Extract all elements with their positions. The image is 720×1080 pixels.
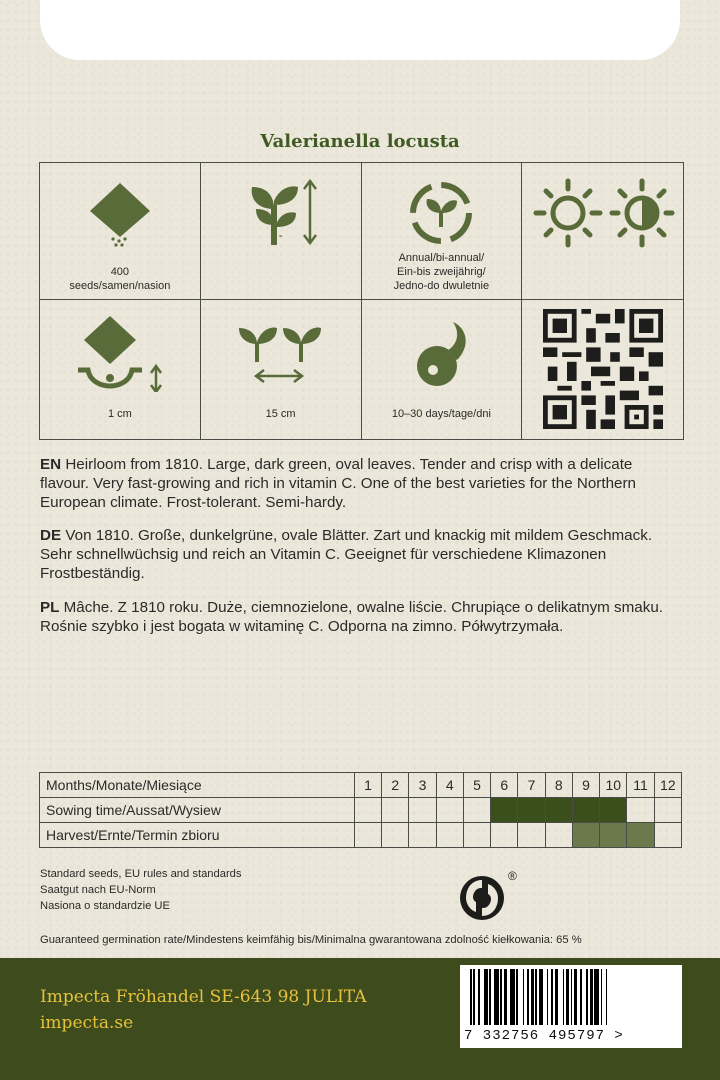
- month-5: 5: [463, 773, 490, 798]
- sowing-month-cell: [518, 798, 545, 823]
- species-title: Valerianella locusta: [260, 131, 460, 152]
- month-12: 12: [654, 773, 681, 798]
- harvest-month-cell: [572, 823, 599, 848]
- harvest-month-cell: [354, 823, 381, 848]
- plant-spacing-icon: [231, 312, 331, 392]
- sowing-month-cell: [627, 798, 654, 823]
- germination-days-icon: [401, 312, 481, 392]
- harvest-label: Harvest/Ernte/Termin zbioru: [40, 823, 355, 848]
- harvest-month-cell: [491, 823, 518, 848]
- month-4: 4: [436, 773, 463, 798]
- month-8: 8: [545, 773, 572, 798]
- plant-spacing-cell: [201, 300, 362, 439]
- month-1: 1: [354, 773, 381, 798]
- registered-mark: ®: [508, 869, 517, 883]
- lang-code-en: EN: [40, 456, 62, 473]
- company-website[interactable]: impecta.se: [40, 1013, 134, 1033]
- icon-grid: [39, 162, 684, 440]
- standards-line: Saatgut nach EU-Norm: [40, 884, 156, 896]
- life-cycle-label: Annual/bi-annual/ Ein-bis zweijährig/ Jedno-do dwuletnie: [393, 252, 490, 292]
- qr-cell: [522, 300, 683, 439]
- sowing-row: [40, 798, 682, 823]
- plant-height-label: -: [278, 230, 283, 242]
- life-cycle-cell: [362, 163, 523, 300]
- green-dot-recycling-icon: [458, 868, 522, 924]
- harvest-month-cell: [409, 823, 436, 848]
- barcode: [460, 965, 682, 1048]
- company-address: Impecta Fröhandel SE-643 98 JULITA: [40, 987, 367, 1007]
- barcode-bars: [470, 969, 670, 1025]
- description-de-text: Von 1810. Große, dunkelgrüne, ovale Blätter. Zart und knackig mit mildem Geschmack. Sehr schnellwüchsig und reich an Vitamin C. Geeignet für verschiedene Klimazonen Frostbeständig.: [40, 527, 653, 582]
- description-pl: [40, 598, 680, 636]
- description-en: [40, 455, 680, 512]
- harvest-month-cell: [627, 823, 654, 848]
- plant-spacing-label: 15 cm: [265, 408, 296, 420]
- sowing-month-cell: [545, 798, 572, 823]
- description-de: [40, 526, 680, 583]
- month-11: 11: [627, 773, 654, 798]
- sowing-depth-icon: [70, 312, 170, 392]
- seed-packet-icon: [80, 175, 160, 249]
- germination-rate: Guaranteed germination rate/Mindestens keimfähig bis/Minimalna gwarantowana zdolność kiełkowania: 65 %: [40, 934, 582, 946]
- month-2: 2: [382, 773, 409, 798]
- month-9: 9: [572, 773, 599, 798]
- sowing-month-cell: [436, 798, 463, 823]
- standards-line: Standard seeds, EU rules and standards: [40, 868, 242, 880]
- hang-hole: [40, 0, 680, 60]
- qr-code-icon[interactable]: [543, 309, 663, 429]
- description-en-text: Heirloom from 1810. Large, dark green, oval leaves. Tender and crisp with a delicate flavour. Very fast-growing and rich in vitamin C. One of the best varieties for the Northern European climate. Frost-tolerant. Semi-hardy.: [40, 456, 636, 511]
- standards-line: Nasiona o standardzie UE: [40, 900, 170, 912]
- sowing-depth-cell: [40, 300, 201, 439]
- germination-label: 10–30 days/tage/dni: [391, 408, 491, 420]
- sun-cell: [522, 163, 683, 300]
- sowing-month-cell: [382, 798, 409, 823]
- sowing-depth-label: 1 cm: [107, 408, 132, 420]
- months-header: Months/Monate/Miesiące: [40, 773, 355, 798]
- month-3: 3: [409, 773, 436, 798]
- sun-partial-shade-icon: [528, 175, 678, 249]
- standards-text: [40, 866, 242, 914]
- sowing-month-cell: [491, 798, 518, 823]
- lang-code-pl: PL: [40, 599, 60, 616]
- harvest-month-cell: [518, 823, 545, 848]
- harvest-row: [40, 823, 682, 848]
- sowing-month-cell: [409, 798, 436, 823]
- sowing-month-cell: [463, 798, 490, 823]
- barcode-number: 7 332756 495797 >: [464, 1028, 624, 1044]
- calendar-header-row: [40, 773, 682, 798]
- harvest-month-cell: [463, 823, 490, 848]
- month-10: 10: [600, 773, 627, 798]
- seed-count-cell: [40, 163, 201, 300]
- harvest-month-cell: [600, 823, 627, 848]
- month-6: 6: [491, 773, 518, 798]
- month-7: 7: [518, 773, 545, 798]
- seed-count-label: 400 seeds/samen/nasion: [69, 266, 171, 292]
- germination-cell: [362, 300, 523, 439]
- harvest-month-cell: [436, 823, 463, 848]
- description-pl-text: Mâche. Z 1810 roku. Duże, ciemnozielone, owalne liście. Chrupiące o delikatnym smaku. Rośnie szybko i jest bogata w witaminę C. Odporna na zimno. Półwytrzymała.: [40, 599, 664, 635]
- company-info: [40, 984, 366, 1036]
- harvest-month-cell: [382, 823, 409, 848]
- sowing-month-cell: [572, 798, 599, 823]
- sowing-month-cell: [654, 798, 681, 823]
- sowing-month-cell: [354, 798, 381, 823]
- sowing-label: Sowing time/Aussat/Wysiew: [40, 798, 355, 823]
- lang-code-de: DE: [40, 527, 62, 544]
- plant-height-cell: [201, 163, 362, 300]
- sowing-month-cell: [600, 798, 627, 823]
- harvest-month-cell: [654, 823, 681, 848]
- harvest-month-cell: [545, 823, 572, 848]
- sowing-calendar: [39, 772, 682, 848]
- life-cycle-icon: [401, 175, 481, 249]
